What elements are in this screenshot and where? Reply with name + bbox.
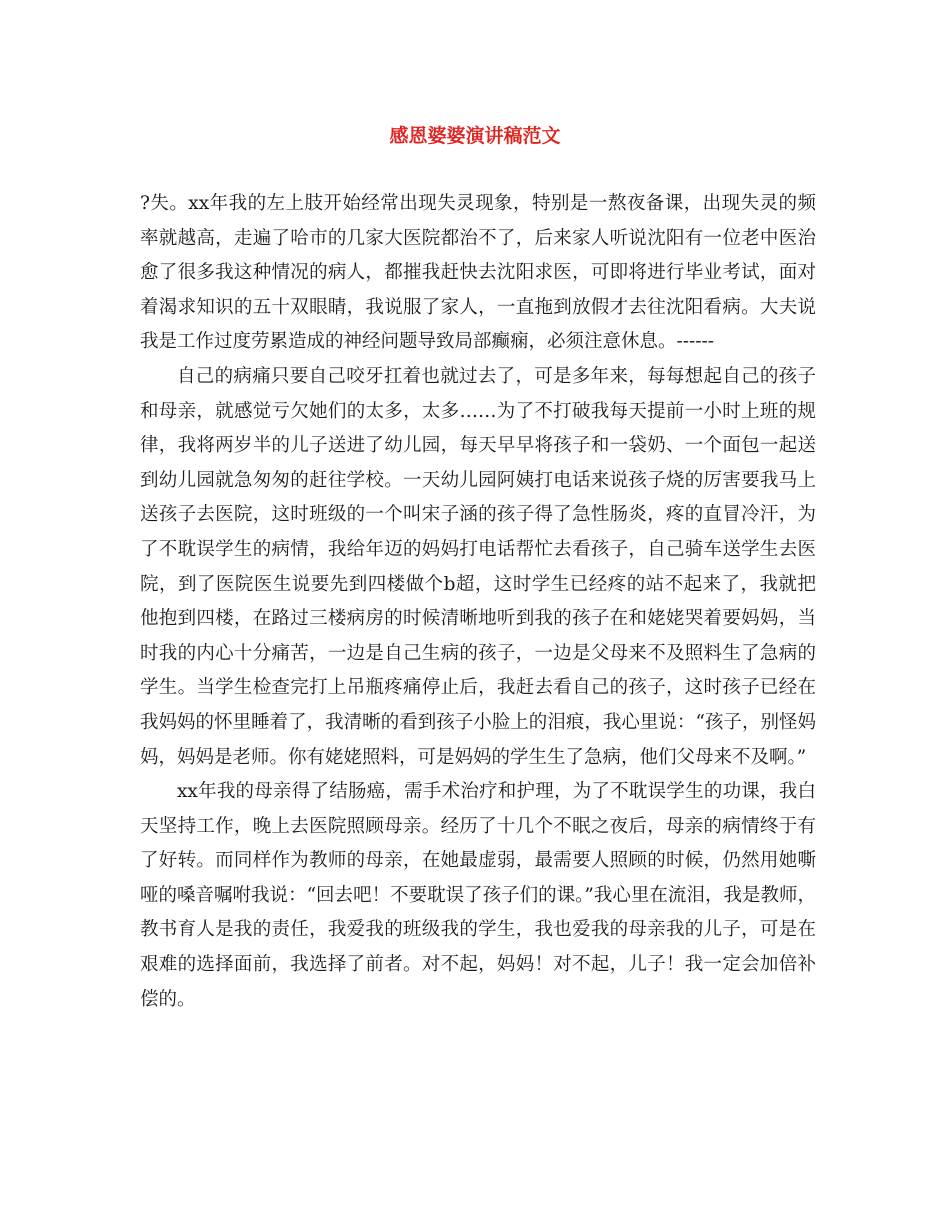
paragraph-1: ?失。xx年我的左上肢开始经常出现失灵现象，特别是一熬夜备课，出现失灵的频率就越高，走遍了哈市的几家大医院都治不了，后来家人听说沈阳有一位老中医治愈了很多我这种情况的病人，都摧我赶快去沈阳求医，可即将进行毕业考试，面对着渴求知识的五十双眼睛，我说服了家人，一直拖到放假才去往沈阳看病。大夫说我是工作过度劳累造成的神经问题导致局部癫痫，必须注意休息。------: [140, 193, 816, 353]
document-body: [140, 187, 816, 1017]
paragraph-2: 自己的病痛只要自己咬牙扛着也就过去了，可是多年来，每每想起自己的孩子和母亲，就感觉亏欠她们的太多，太多……为了不打破我每天提前一小时上班的规律，我将两岁半的儿子送进了幼儿园，每天早早将孩子和一袋奶、一个面包一起送到幼儿园就急匆匆的赶往学校。一天幼儿园阿姨打电话来说孩子烧的厉害要我马上送孩子去医院，这时班级的一个叫宋子涵的孩子得了急性肠炎，疼的直冒冷汗，为了不耽误学生的病情，我给年迈的妈妈打电话帮忙去看孩子，自己骑车送学生去医院，到了医院医生说要先到四楼做个b超，这时学生已经疼的站不起来了，我就把他抱到四楼，在路过三楼病房的时候清晰地听到我的孩子在和姥姥哭着要妈妈，当时我的内心十分痛苦，一边是自己生病的孩子，一边是父母来不及照料生了急病的学生。当学生检查完打上吊瓶疼痛停止后，我赶去看自己的孩子，这时孩子已经在我妈妈的怀里睡着了，我清晰的看到孩子小脸上的泪痕，我心里说：“孩子，别怪妈妈，妈妈是老师。你有姥姥照料，可是妈妈的学生生了急病，他们父母来不及啊。”: [140, 365, 816, 768]
document-title: 感恩婆婆演讲稿范文: [389, 125, 561, 147]
paragraph-3: xx年我的母亲得了结肠癌，需手术治疗和护理，为了不耽误学生的功课，我白天坚持工作，晚上去医院照顾母亲。经历了十几个不眠之夜后，母亲的病情终于有了好转。而同样作为教师的母亲，在她最虚弱，最需要人照顾的时候，仍然用她嘶哑的嗓音嘱咐我说：“回去吧！不要耽误了孩子们的课。”我心里在流泪，我是教师，教书育人是我的责任，我爱我的班级我的学生，我也爱我的母亲我的儿子，可是在艰难的选择面前，我选择了前者。对不起，妈妈！对不起，儿子！我一定会加倍补偿的。: [140, 781, 816, 1010]
